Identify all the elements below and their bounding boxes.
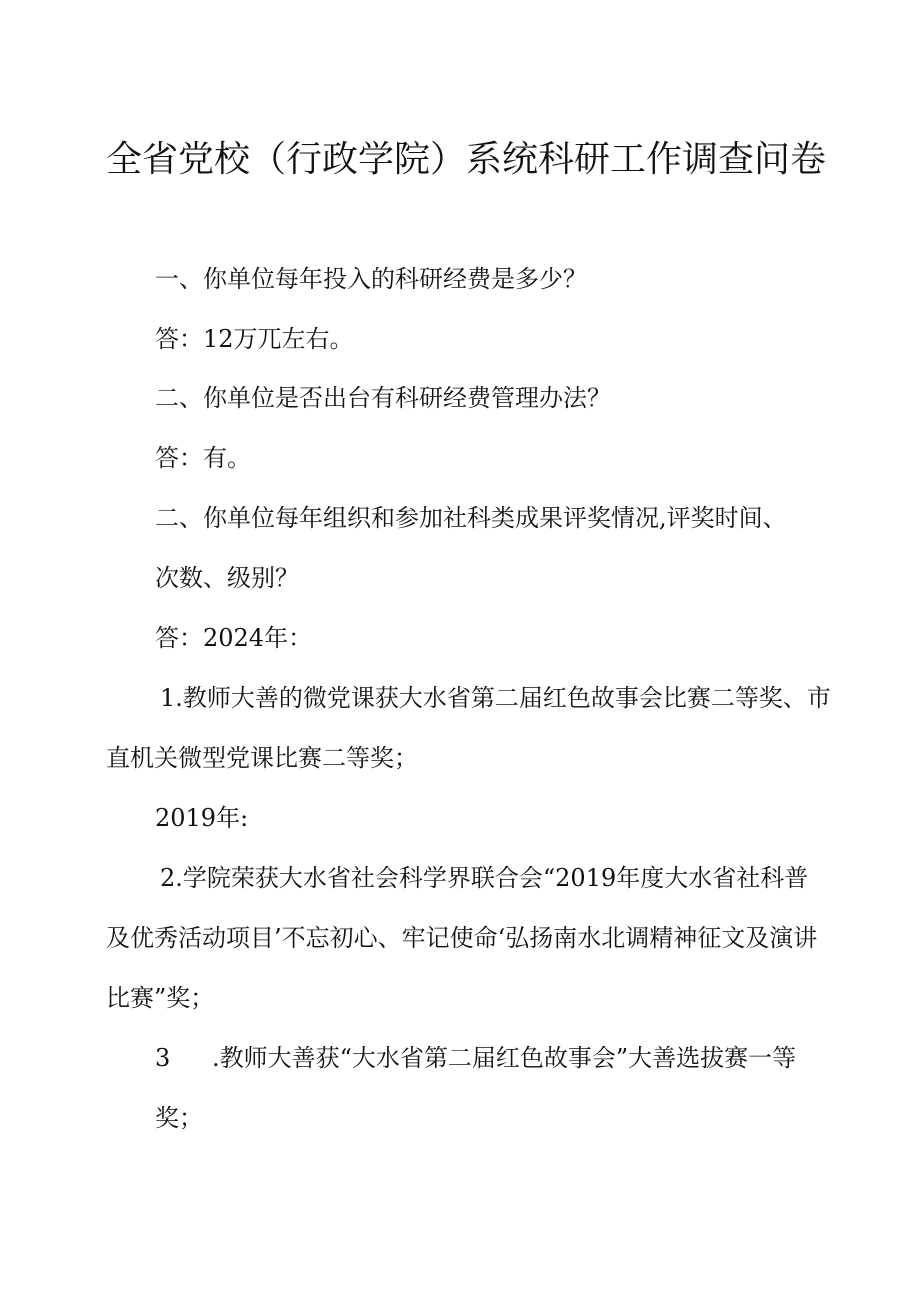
item-3-line-1: .教师大善获“大水省第二届红色故事会”大善选拔赛一等 bbox=[212, 1044, 797, 1072]
item-2-line-2: 及优秀活动项目’不忘初心、牢记使命‘弘扬南水北调精神征文及演讲 bbox=[106, 924, 818, 952]
answer-1: 答：12万兀左右。 bbox=[155, 325, 354, 353]
answer-3-intro: 答：2024年： bbox=[155, 624, 313, 652]
question-2: 二、你单位是否出台有科研经费管理办法？ bbox=[155, 384, 611, 412]
item-2-line-3: 比赛”奖； bbox=[106, 984, 215, 1012]
item-1-line-1: 1.教师大善的微党课获大水省第二届红色故事会比赛二等奖、市 bbox=[160, 684, 831, 712]
answer-2: 答：有。 bbox=[155, 444, 251, 472]
question-1: 一、你单位每年投入的科研经费是多少？ bbox=[155, 265, 587, 293]
question-3-line-2: 次数、级别？ bbox=[155, 564, 299, 592]
year-2019-heading: 2019年: bbox=[155, 804, 249, 832]
question-3-line-1: 二、你单位每年组织和参加社科类成果评奖情况,评奖时间、 bbox=[155, 504, 787, 532]
item-3-number: 3 bbox=[155, 1044, 171, 1072]
item-3-line-2: 奖； bbox=[155, 1104, 203, 1132]
item-1-line-2: 直机关微型党课比赛二等奖； bbox=[106, 744, 418, 772]
document-title: 全省党校（行政学院）系统科研工作调查问卷 bbox=[106, 139, 827, 180]
item-2-line-1: 2.学院荣获大水省社会科学界联合会“2019年度大水省社科普 bbox=[160, 864, 809, 892]
